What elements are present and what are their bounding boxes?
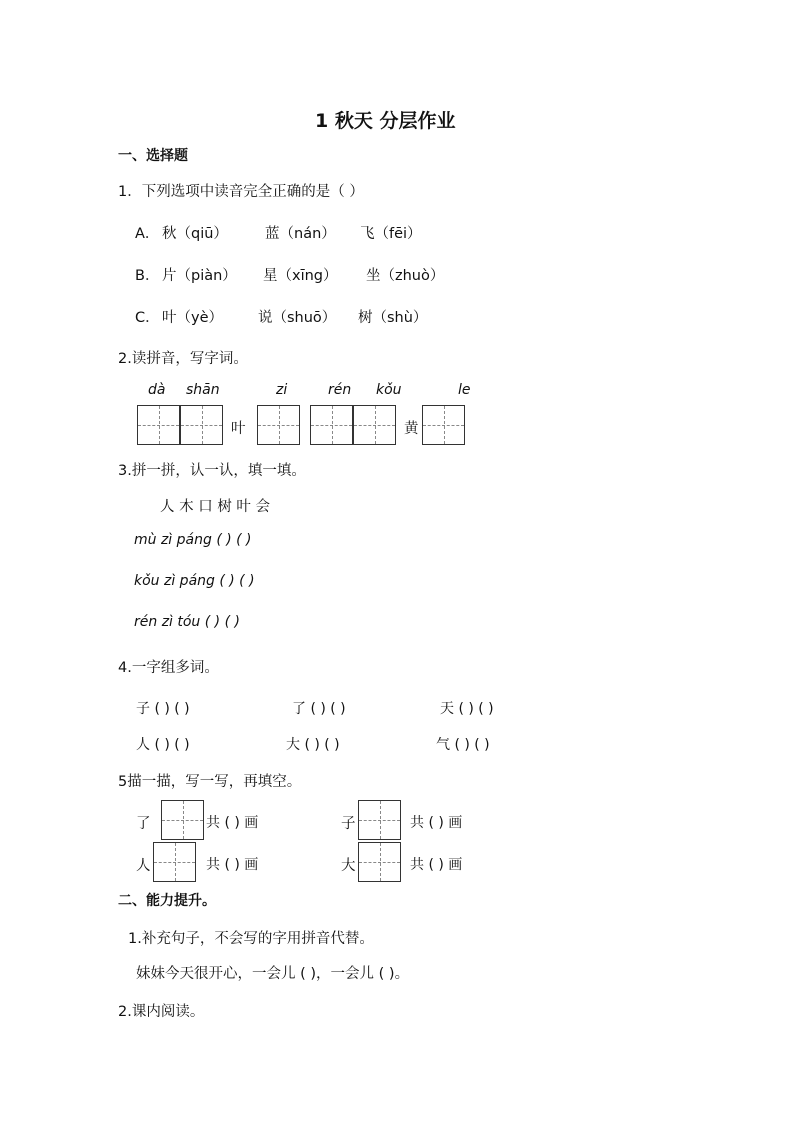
- question-2-stem: 2.读拼音，写字词。: [118, 351, 248, 367]
- writing-box[interactable]: [161, 800, 204, 840]
- question-4-stem: 4.一字组多词。: [118, 660, 219, 676]
- pinyin-shan: shān: [186, 382, 220, 398]
- option-a-item-1: 秋（qiū）: [162, 226, 228, 242]
- option-a-item-2: 蓝（nán）: [265, 226, 336, 242]
- q4-row2-item-2: 大 ( ) ( ): [286, 737, 340, 753]
- option-a-label: A．: [135, 226, 160, 242]
- pinyin-zi: zi: [276, 382, 288, 398]
- q5-stroke-count-le: 共 ( ) 画: [206, 815, 259, 831]
- writing-box[interactable]: [180, 405, 223, 445]
- writing-box[interactable]: [358, 800, 401, 840]
- writing-box[interactable]: [358, 842, 401, 882]
- option-b-item-2: 星（xīng）: [263, 268, 338, 284]
- option-a-item-3: 飞（fēi）: [360, 226, 422, 242]
- q4-row2-item-3: 气 ( ) ( ): [436, 737, 490, 753]
- option-b-label: B．: [135, 268, 160, 284]
- question-3-row-kou: kǒu zì páng ( ) ( ): [134, 573, 255, 589]
- given-char-ye: 叶: [231, 421, 246, 437]
- q5-char-le: 了: [136, 816, 151, 832]
- option-b-item-3: 坐（zhuò）: [366, 268, 445, 284]
- section-heading-ability: 二、能力提升。: [118, 893, 216, 909]
- question-3-row-mu: mù zì páng ( ) ( ): [134, 532, 252, 548]
- question-5-stem: 5描一描，写一写，再填空。: [118, 774, 302, 790]
- pinyin-da: dà: [148, 382, 166, 398]
- question-3-words: 人 木 口 树 叶 会: [160, 499, 271, 515]
- q5-char-zi: 子: [341, 816, 356, 832]
- option-c-item-1: 叶（yè）: [162, 310, 224, 326]
- section-heading-choice: 一、选择题: [118, 148, 188, 164]
- pinyin-ren: rén: [328, 382, 352, 398]
- writing-box[interactable]: [310, 405, 353, 445]
- q5-stroke-count-zi: 共 ( ) 画: [410, 815, 463, 831]
- option-b-item-1: 片（piàn）: [162, 268, 237, 284]
- writing-box[interactable]: [257, 405, 300, 445]
- pinyin-le: le: [458, 382, 471, 398]
- writing-box[interactable]: [153, 842, 196, 882]
- q5-stroke-count-ren: 共 ( ) 画: [206, 857, 259, 873]
- writing-box[interactable]: [353, 405, 396, 445]
- option-c-label: C．: [135, 310, 160, 326]
- writing-box[interactable]: [422, 405, 465, 445]
- section2-question-2-stem: 2.课内阅读。: [118, 1004, 205, 1020]
- q4-row1-item-3: 天 ( ) ( ): [440, 701, 494, 717]
- pinyin-kou: kǒu: [376, 382, 402, 398]
- q4-row1-item-1: 子 ( ) ( ): [136, 701, 190, 717]
- question-3-stem: 3.拼一拼，认一认，填一填。: [118, 463, 306, 479]
- q5-stroke-count-da: 共 ( ) 画: [410, 857, 463, 873]
- section2-question-1-stem: 1.补充句子，不会写的字用拼音代替。: [128, 931, 374, 947]
- q4-row1-item-2: 了 ( ) ( ): [292, 701, 346, 717]
- given-char-huang: 黄: [404, 421, 419, 437]
- q5-char-ren: 人: [136, 858, 151, 874]
- option-c-item-3: 树（shù）: [358, 310, 428, 326]
- question-3-row-ren: rén zì tóu ( ) ( ): [134, 614, 240, 630]
- page-title: 1 秋天 分层作业: [315, 110, 456, 132]
- section2-question-1-sentence: 妹妹今天很开心，一会儿 ( )，一会儿 ( )。: [136, 966, 410, 982]
- option-c-item-2: 说（shuō）: [258, 310, 337, 326]
- q4-row2-item-1: 人 ( ) ( ): [136, 737, 190, 753]
- question-1-stem: 1．下列选项中读音完全正确的是（ ）: [118, 184, 364, 200]
- q5-char-da: 大: [341, 858, 356, 874]
- writing-box[interactable]: [137, 405, 180, 445]
